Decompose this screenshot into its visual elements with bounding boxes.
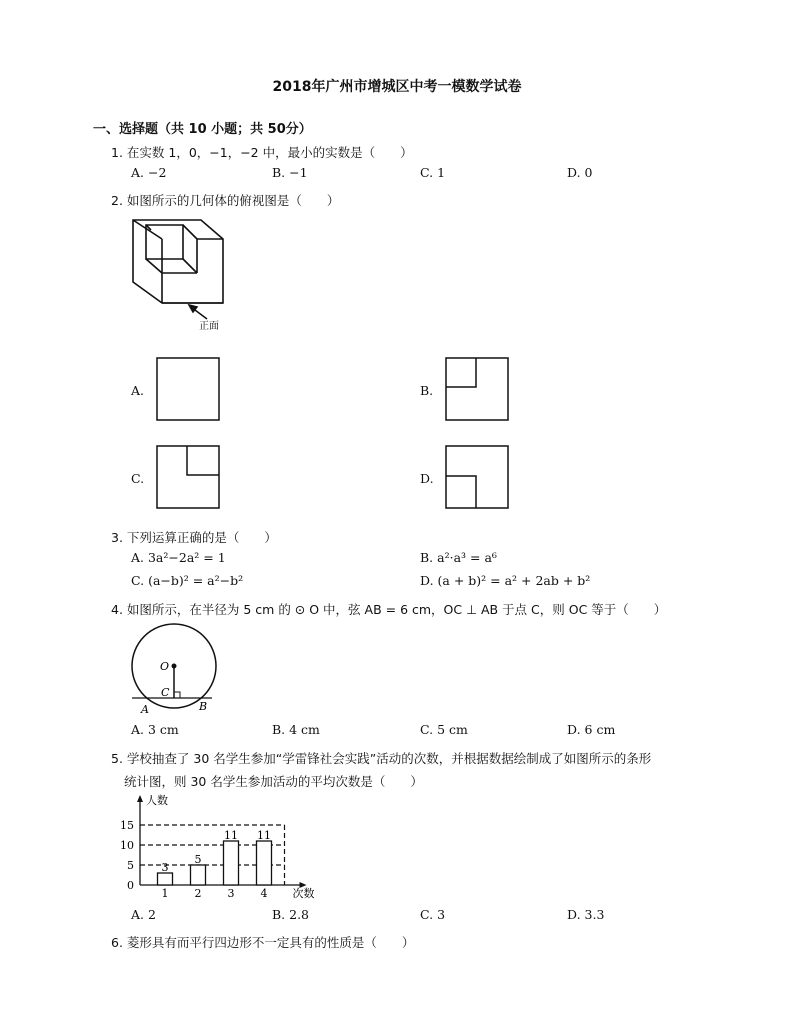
y-axis-title: 人数	[146, 794, 168, 807]
point-b-label: B	[199, 700, 208, 713]
question-2-option-a[interactable]: A.	[131, 383, 145, 398]
y-tick-label: 15	[120, 819, 134, 832]
point-c-label: C	[161, 686, 170, 699]
y-tick-label: 5	[127, 859, 134, 872]
circle-figure	[124, 622, 224, 717]
question-4-option-d[interactable]: D. 6 cm	[567, 722, 616, 737]
question-3-stem: 3. 下列运算正确的是（ ）	[111, 530, 277, 545]
question-1-option-c[interactable]: C. 1	[420, 165, 446, 180]
bar-data-label: 11	[224, 829, 238, 842]
bar	[191, 865, 206, 885]
option-a-square	[156, 357, 220, 421]
question-2-option-d[interactable]: D.	[420, 471, 434, 486]
x-axis-title: 次数	[292, 887, 315, 900]
bar	[158, 873, 173, 885]
question-3-option-a[interactable]: A. 3a²−2a² = 1	[131, 550, 226, 565]
question-4-option-b[interactable]: B. 4 cm	[272, 722, 320, 737]
x-tick-label: 1	[161, 887, 169, 900]
question-2-stem: 2. 如图所示的几何体的俯视图是（ ）	[111, 193, 340, 208]
question-5-stem-line1: 5. 学校抽查了 30 名学生参加“学雷锋社会实践”活动的次数，并根据数据绘制成了如图所示的条形	[111, 751, 652, 766]
bar-data-label: 11	[257, 829, 271, 842]
question-4-option-c[interactable]: C. 5 cm	[420, 722, 468, 737]
bar	[257, 841, 272, 885]
x-tick-label: 4	[260, 887, 268, 900]
question-5-option-d[interactable]: D. 3.3	[567, 907, 605, 922]
question-5-option-a[interactable]: A. 2	[131, 907, 156, 922]
x-tick-label: 2	[194, 887, 202, 900]
question-1-option-a[interactable]: A. −2	[131, 165, 167, 180]
question-3-option-c[interactable]: C. (a−b)² = a²−b²	[131, 573, 244, 588]
option-b-square	[445, 357, 509, 421]
question-1-option-d[interactable]: D. 0	[567, 165, 593, 180]
x-tick-label: 3	[227, 887, 235, 900]
question-4-stem: 4. 如图所示，在半径为 5 cm 的 ⊙ O 中，弦 AB = 6 cm，OC ⊥ AB 于点 C，则 OC 等于（ ）	[111, 602, 667, 617]
point-a-label: A	[141, 703, 149, 716]
question-4-option-a[interactable]: A. 3 cm	[131, 722, 179, 737]
question-2-option-b[interactable]: B.	[420, 383, 434, 398]
point-o-label: O	[160, 660, 170, 673]
y-axis-arrow	[137, 795, 143, 802]
option-c-square	[156, 445, 220, 509]
question-3-option-d[interactable]: D. (a + b)² = a² + 2ab + b²	[420, 573, 591, 588]
question-1-stem: 1. 在实数 1，0，−1，−2 中，最小的实数是（ ）	[111, 145, 413, 160]
question-5-option-c[interactable]: C. 3	[420, 907, 446, 922]
section-title: 一、选择题（共 10 小题；共 50分）	[93, 122, 312, 137]
bar-chart	[110, 792, 330, 904]
front-view-label: 正面	[199, 321, 219, 332]
bar-data-label: 5	[194, 853, 202, 866]
question-1-option-b[interactable]: B. −1	[272, 165, 308, 180]
bar	[224, 841, 239, 885]
question-2-option-c[interactable]: C.	[131, 471, 145, 486]
page-title: 2018年广州市增城区中考一模数学试卷	[272, 79, 522, 95]
option-d-square	[445, 445, 509, 509]
y-tick-label: 0	[127, 879, 134, 892]
question-5-stem-line2: 统计图，则 30 名学生参加活动的平均次数是（ ）	[124, 774, 423, 789]
solid-figure	[125, 215, 235, 330]
question-3-option-b[interactable]: B. a²·a³ = a⁶	[420, 550, 497, 565]
question-5-option-b[interactable]: B. 2.8	[272, 907, 310, 922]
y-tick-label: 10	[120, 839, 134, 852]
question-6-stem: 6. 菱形具有而平行四边形不一定具有的性质是（ ）	[111, 935, 415, 950]
bar-data-label: 3	[161, 861, 169, 874]
